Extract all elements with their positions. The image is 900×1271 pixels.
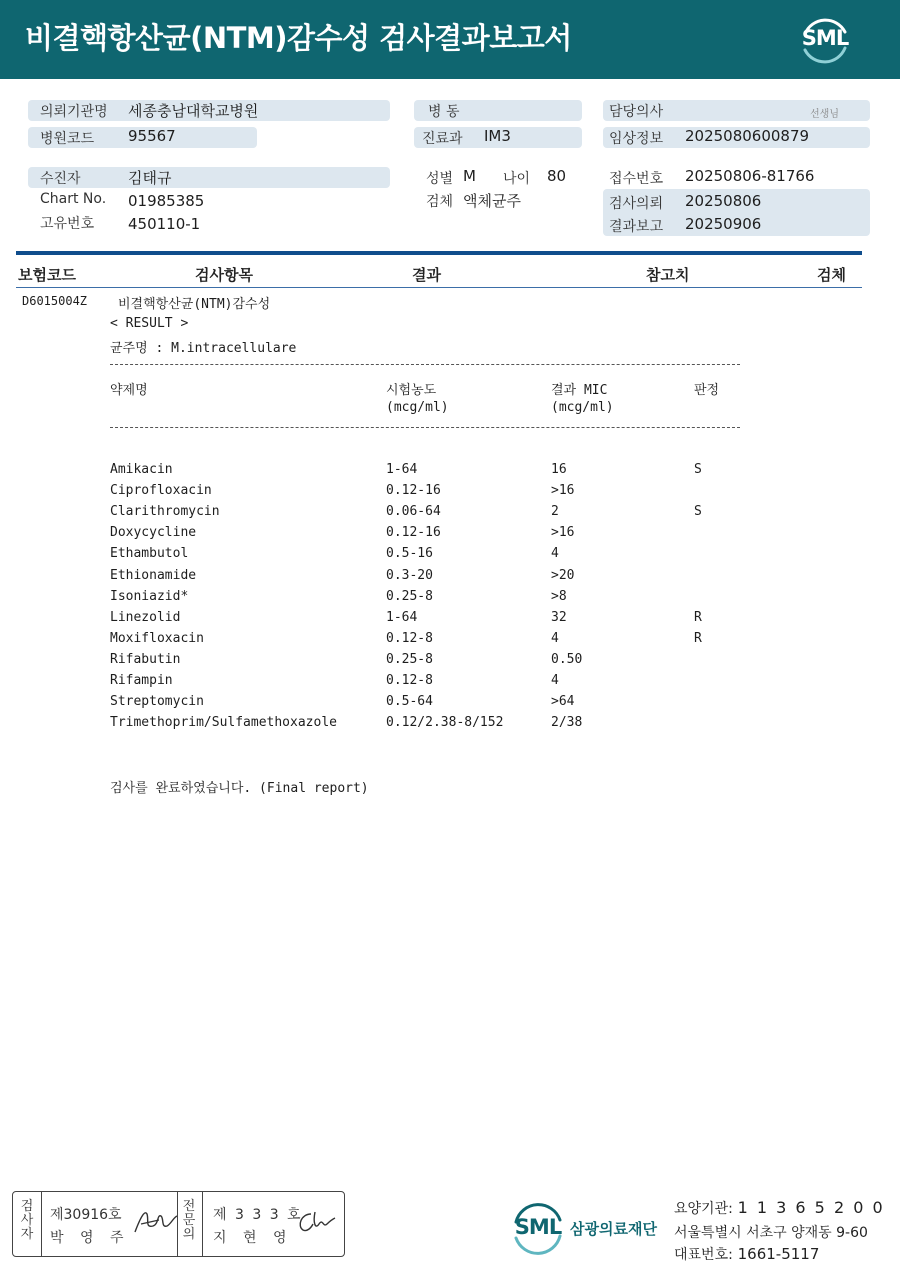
- age-value: 80: [547, 167, 567, 185]
- report-value: 20250906: [685, 215, 762, 233]
- footer-sml-logo: [510, 1200, 566, 1256]
- phone-label: 대표번호:: [674, 1247, 733, 1263]
- unique-value: 450110-1: [128, 215, 201, 233]
- col-test-conc-unit: (mcg/ml): [386, 400, 449, 415]
- drug-name: Doxycycline: [110, 525, 197, 541]
- patient-box: [28, 167, 390, 188]
- col-result: 결과: [412, 266, 441, 284]
- col-code: 보험코드: [18, 266, 76, 284]
- examiner-signature: [131, 1206, 181, 1238]
- doctor-suffix: 선생님: [810, 109, 839, 120]
- drug-mic: 0.50: [551, 651, 583, 667]
- header-underline: [16, 287, 862, 288]
- institution-value: 세종충남대학교병원: [128, 102, 259, 120]
- drug-test-range: 0.3-20: [386, 567, 433, 583]
- request-label: 검사의뢰: [609, 196, 664, 212]
- header-rule: [16, 251, 862, 255]
- drug-test-range: 0.5-64: [386, 694, 433, 710]
- specimen-label: 검체: [426, 194, 454, 210]
- drug-test-range: 0.25-8: [386, 588, 433, 604]
- footer-logo-text: SML: [514, 1215, 562, 1239]
- specialist-no: 제 3 3 3 호: [213, 1207, 303, 1223]
- drug-name: Trimethoprim/Sulfamethoxazole: [110, 715, 337, 731]
- result-label: < RESULT >: [110, 316, 189, 331]
- drug-name: Linezolid: [110, 609, 181, 625]
- drug-test-range: 0.5-16: [386, 546, 433, 562]
- ward-label: 병 동: [428, 104, 460, 120]
- drug-judgement: S: [694, 462, 702, 477]
- drug-name: Ethionamide: [110, 567, 197, 583]
- care-value: 1 1 3 6 5 2 0 0: [737, 1198, 885, 1217]
- examiner-no: 제30916호: [50, 1207, 122, 1223]
- drug-name: Ciprofloxacin: [110, 483, 212, 499]
- signature-box: [12, 1191, 345, 1257]
- drug-test-range: 0.12-8: [386, 630, 433, 646]
- drug-name: Rifabutin: [110, 651, 181, 667]
- drug-mic: 16: [551, 462, 567, 477]
- sex-label: 성별: [426, 171, 454, 187]
- doctor-label: 담당의사: [609, 104, 664, 120]
- col-specimen: 검체: [817, 266, 846, 284]
- patient-value: 김태규: [128, 169, 172, 187]
- drug-mic: >64: [551, 694, 575, 710]
- hospital-code-value: 95567: [128, 127, 176, 145]
- institution-label: 의뢰기관명: [40, 104, 108, 120]
- drug-mic: >16: [551, 525, 575, 541]
- drug-mic: 4: [551, 673, 559, 688]
- drug-mic: >8: [551, 588, 567, 604]
- department-value: IM3: [484, 127, 511, 145]
- patient-label: 수진자: [40, 171, 81, 187]
- drug-test-range: 0.12/2.38-8/152: [386, 715, 504, 731]
- clinical-info-value: 2025080600879: [685, 127, 810, 145]
- insurance-code: D6015004Z: [22, 294, 88, 308]
- specialist-name: 지 현 영: [213, 1230, 293, 1246]
- report-title: 비결핵항산균(NTM)감수성 검사결과보고서: [25, 21, 572, 55]
- phone-value: 1661-5117: [737, 1245, 820, 1263]
- report-header: [0, 0, 900, 79]
- divider-top: [110, 364, 740, 365]
- specialist-signature: [293, 1206, 341, 1238]
- drug-name: Amikacin: [110, 462, 173, 477]
- drug-mic: 4: [551, 546, 559, 562]
- drug-mic: >20: [551, 567, 575, 583]
- drug-test-range: 0.12-8: [386, 673, 433, 688]
- col-drug-name: 약제명: [110, 383, 148, 398]
- divider-bottom: [110, 427, 740, 428]
- drug-test-range: 0.12-16: [386, 483, 441, 499]
- drug-test-range: 1-64: [386, 462, 418, 477]
- drug-mic: 32: [551, 609, 567, 625]
- drug-test-range: 0.12-16: [386, 525, 441, 541]
- final-note: 검사를 완료하였습니다. (Final report): [110, 781, 369, 796]
- col-reference: 참고치: [646, 266, 690, 284]
- col-mic-unit: (mcg/ml): [551, 400, 614, 415]
- chart-value: 01985385: [128, 192, 205, 210]
- drug-mic: >16: [551, 483, 575, 499]
- hospital-code-label: 병원코드: [40, 131, 95, 147]
- col-mic: 결과 MIC: [551, 383, 608, 398]
- drug-test-range: 0.25-8: [386, 651, 433, 667]
- drug-name: Streptomycin: [110, 694, 204, 710]
- specialist-label: 전 문 의: [182, 1199, 196, 1242]
- request-value: 20250806: [685, 192, 762, 210]
- sex-value: M: [463, 167, 476, 185]
- col-judgement: 판정: [694, 383, 720, 398]
- drug-name: Clarithromycin: [110, 504, 220, 520]
- receipt-label: 접수번호: [609, 171, 664, 187]
- drug-judgement: S: [694, 504, 702, 520]
- care-label: 요양기관:: [674, 1201, 733, 1217]
- clinical-info-label: 임상정보: [609, 131, 664, 147]
- examiner-name: 박 영 주: [50, 1230, 130, 1246]
- drug-name: Isoniazid*: [110, 588, 189, 604]
- col-item: 검사항목: [195, 266, 253, 284]
- drug-test-range: 1-64: [386, 609, 418, 625]
- sml-logo: [797, 12, 853, 68]
- address: 서울특별시 서초구 양재동 9-60: [674, 1225, 868, 1241]
- specimen-value: 액체균주: [463, 192, 521, 210]
- col-test-conc: 시험농도: [386, 383, 437, 398]
- test-name: 비결핵항산균(NTM)감수성: [118, 297, 271, 312]
- care-info: [674, 1198, 885, 1218]
- organism-name: 균주명 : M.intracellulare: [110, 341, 297, 356]
- phone-info: [674, 1244, 819, 1264]
- drug-judgement: R: [694, 609, 702, 625]
- receipt-value: 20250806-81766: [685, 167, 815, 185]
- chart-label: Chart No.: [40, 191, 107, 207]
- drug-name: Moxifloxacin: [110, 630, 204, 646]
- footer-org-name: 삼광의료재단: [570, 1220, 657, 1238]
- report-label: 결과보고: [609, 219, 664, 235]
- drug-mic: 2/38: [551, 715, 583, 731]
- department-label: 진료과: [422, 131, 463, 147]
- drug-mic: 2: [551, 504, 559, 520]
- examiner-label: 검 사 자: [20, 1199, 34, 1242]
- drug-judgement: R: [694, 630, 702, 646]
- drug-name: Rifampin: [110, 673, 173, 688]
- drug-mic: 4: [551, 630, 559, 646]
- age-label: 나이: [503, 171, 531, 187]
- sml-logo-text: SML: [801, 26, 849, 50]
- drug-test-range: 0.06-64: [386, 504, 441, 520]
- drug-name: Ethambutol: [110, 546, 189, 562]
- unique-label: 고유번호: [40, 216, 95, 232]
